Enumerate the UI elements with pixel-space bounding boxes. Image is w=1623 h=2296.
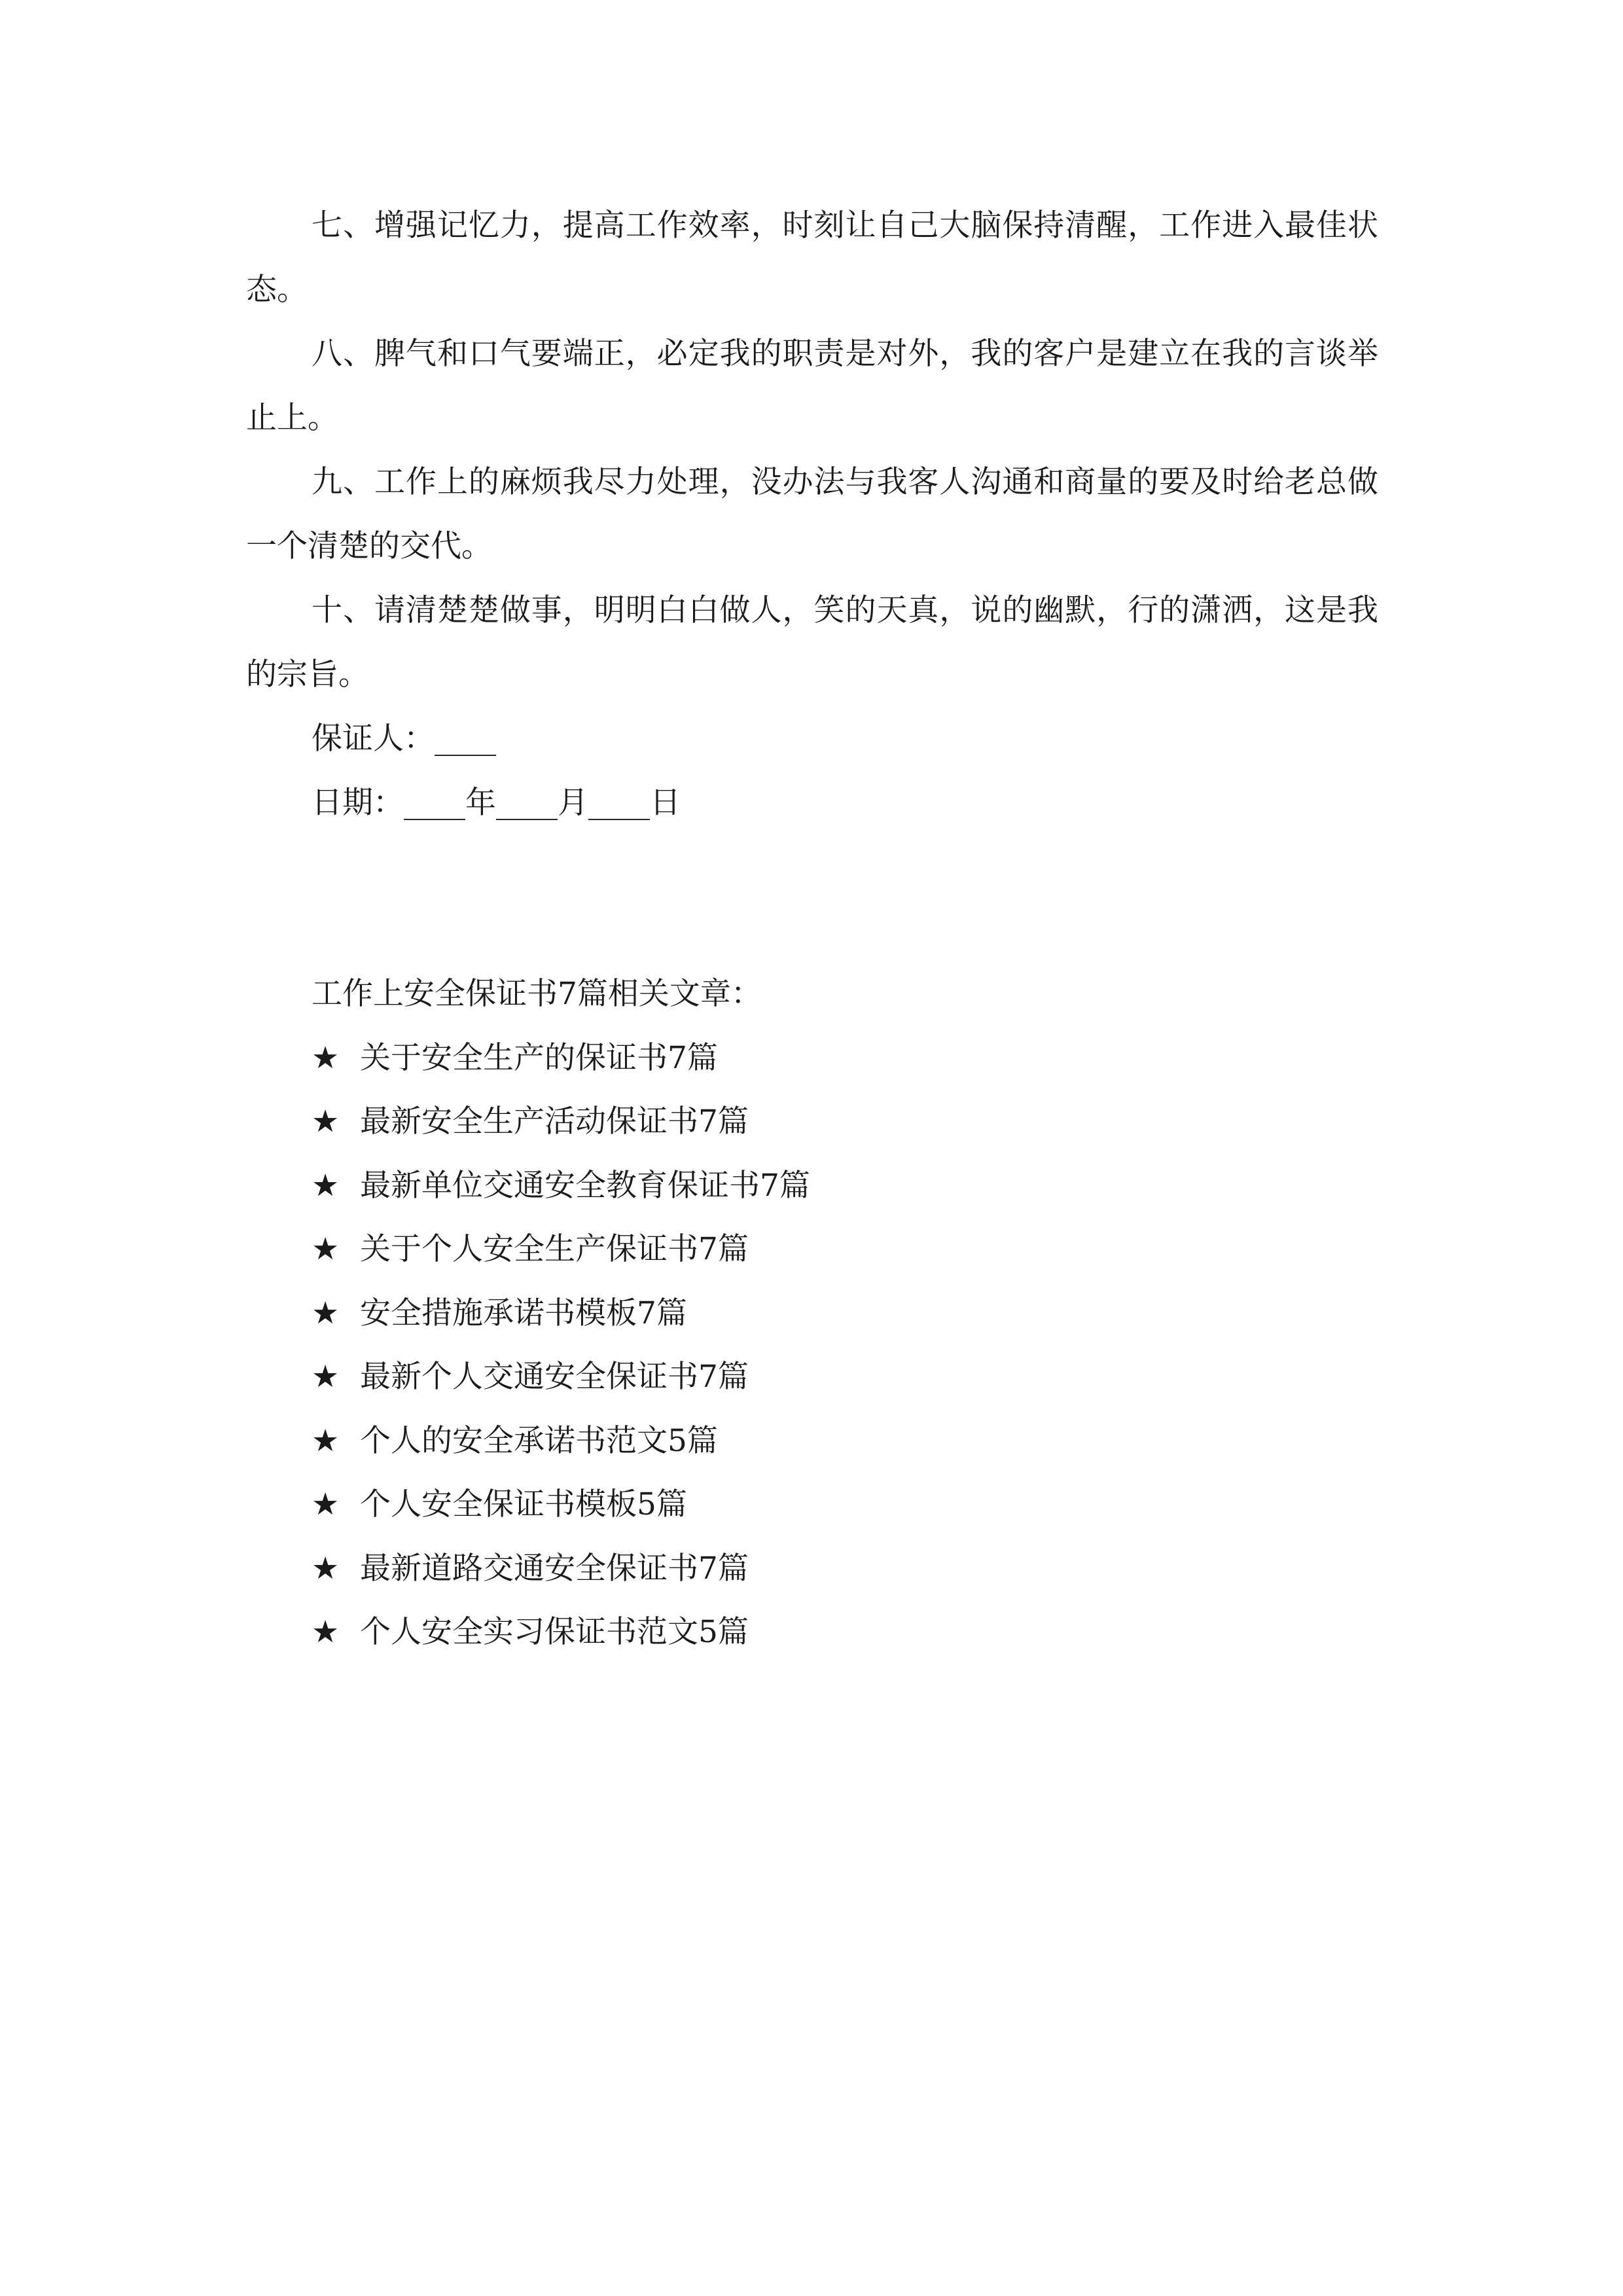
paragraph-9: 九、工作上的麻烦我尽力处理，没办法与我客人沟通和商量的要及时给老总做一个清楚的交代。 xyxy=(246,464,1378,564)
star-icon: ★ xyxy=(312,1550,340,1587)
related-article-link[interactable]: 个人安全实习保证书范文5篇 xyxy=(360,1614,749,1650)
related-article-item[interactable] xyxy=(312,1026,810,1090)
related-article-link[interactable]: 关于个人安全生产保证书7篇 xyxy=(360,1231,749,1267)
star-icon: ★ xyxy=(312,1359,340,1395)
related-article-item[interactable] xyxy=(312,1600,810,1664)
star-icon: ★ xyxy=(312,1614,340,1650)
date-line: 日期：____年____月____日 xyxy=(312,785,681,821)
star-icon: ★ xyxy=(312,1167,340,1204)
star-icon: ★ xyxy=(312,1422,340,1459)
related-article-link[interactable]: 个人的安全承诺书范文5篇 xyxy=(360,1422,718,1459)
paragraph-10: 十、请清楚楚做事，明明白白做人，笑的天真，说的幽默，行的潇洒，这是我的宗旨。 xyxy=(246,592,1378,692)
related-article-item[interactable] xyxy=(312,1345,810,1409)
paragraph-7: 七、增强记忆力，提高工作效率，时刻让自己大脑保持清醒，工作进入最佳状态。 xyxy=(246,207,1378,308)
related-article-item[interactable] xyxy=(312,1282,810,1346)
star-icon: ★ xyxy=(312,1295,340,1331)
related-article-link[interactable]: 最新安全生产活动保证书7篇 xyxy=(360,1103,749,1139)
related-articles-title: 工作上安全保证书7篇相关文章： xyxy=(312,976,762,1012)
document-body xyxy=(246,194,1378,835)
star-icon: ★ xyxy=(312,1231,340,1267)
related-article-link[interactable]: 安全措施承诺书模板7篇 xyxy=(360,1295,687,1331)
paragraph-8: 八、脾气和口气要端正，必定我的职责是对外，我的客户是建立在我的言谈举止上。 xyxy=(246,336,1378,436)
related-article-item[interactable] xyxy=(312,1154,810,1218)
related-article-item[interactable] xyxy=(312,1537,810,1601)
star-icon: ★ xyxy=(312,1039,340,1076)
guarantor-line: 保证人：____ xyxy=(312,721,496,757)
related-article-item[interactable] xyxy=(312,1409,810,1473)
related-article-link[interactable]: 最新个人交通安全保证书7篇 xyxy=(360,1359,749,1395)
related-article-link[interactable]: 关于安全生产的保证书7篇 xyxy=(360,1039,718,1076)
related-article-item[interactable] xyxy=(312,1473,810,1537)
related-article-item[interactable] xyxy=(312,1217,810,1282)
star-icon: ★ xyxy=(312,1486,340,1522)
related-articles xyxy=(312,962,810,1664)
related-article-link[interactable]: 个人安全保证书模板5篇 xyxy=(360,1486,687,1522)
star-icon: ★ xyxy=(312,1103,340,1139)
related-article-item[interactable] xyxy=(312,1090,810,1154)
related-article-link[interactable]: 最新道路交通安全保证书7篇 xyxy=(360,1550,749,1587)
related-article-link[interactable]: 最新单位交通安全教育保证书7篇 xyxy=(360,1167,810,1204)
related-articles-list xyxy=(312,1026,810,1664)
